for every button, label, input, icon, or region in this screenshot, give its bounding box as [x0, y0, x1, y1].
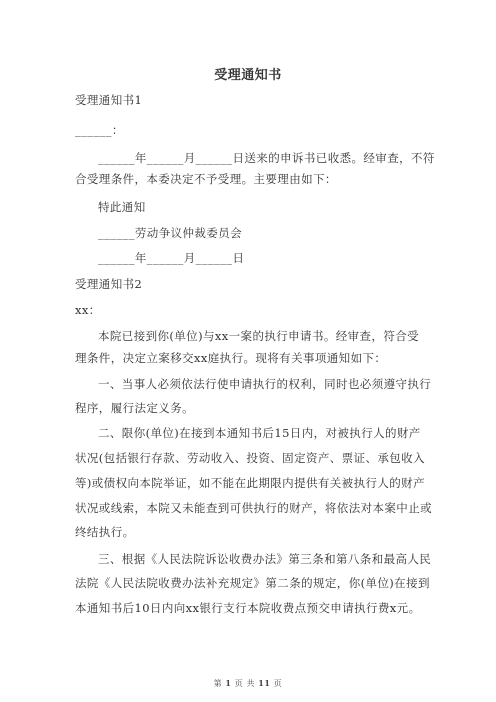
document-title: 受理通知书: [214, 68, 282, 83]
paragraph-line: 合受理条件，本委决定不予受理。主要理由如下：: [75, 172, 337, 186]
addressee-line-2: xx：: [75, 303, 101, 317]
paragraph-line: 程序，履行法定义务。: [75, 401, 194, 415]
footer-total-pages: 11: [258, 678, 271, 688]
paragraph-line: 本院已接到你(单位)与xx一案的执行申请书。经审查，符合受: [98, 329, 420, 343]
paragraph-line: 状况或线索，本院又未能查到可供执行的财产，将依法对本案中止或: [75, 501, 432, 515]
footer-prefix: 第: [213, 679, 223, 688]
paragraph-line: 本通知书后10日内向xx银行支行本院收费点预交申请执行费x元。: [75, 601, 421, 615]
addressee-line-1: ______：: [75, 123, 124, 137]
section-heading-1: 受理通知书1: [75, 93, 143, 107]
footer-suffix: 页: [273, 679, 283, 688]
date-line: ______年______月______日: [98, 251, 245, 265]
paragraph-line: ______年______月______日送来的申诉书已收悉。经审查，不符: [98, 151, 435, 165]
footer-middle: 页 共: [234, 679, 256, 688]
paragraph-line: 理条件，决定立案移交xx庭执行。现将有关事项通知如下：: [75, 351, 387, 365]
paragraph-line: 状况(包括银行存款、劳动收入、投资、固定资产、票证、承包收入: [75, 451, 425, 465]
signature-line: ______劳动争议仲裁委员会: [98, 226, 242, 240]
section-heading-2: 受理通知书2: [75, 277, 143, 291]
paragraph-line: 法院《人民法院收费办法补充规定》第二条的规定，你(单位)在接到: [75, 576, 430, 590]
paragraph-line: 三、根据《人民法院诉讼收费办法》第三条和第八条和最高人民: [98, 552, 432, 566]
paragraph-line: 一、当事人必须依法行使申请执行的权利，同时也必须遵守执行: [98, 377, 432, 391]
paragraph-line: 终结执行。: [75, 525, 135, 539]
page-footer: [0, 678, 496, 689]
closing-line: 特此通知: [98, 200, 146, 214]
paragraph-line: 等)或债权向本院举证，如不能在此期限内提供有关被执行人的财产: [75, 476, 425, 490]
footer-page-number: 1: [225, 678, 232, 688]
paragraph-line: 二、限你(单位)在接到本通知书后15日内，对被执行人的财产: [98, 426, 421, 440]
